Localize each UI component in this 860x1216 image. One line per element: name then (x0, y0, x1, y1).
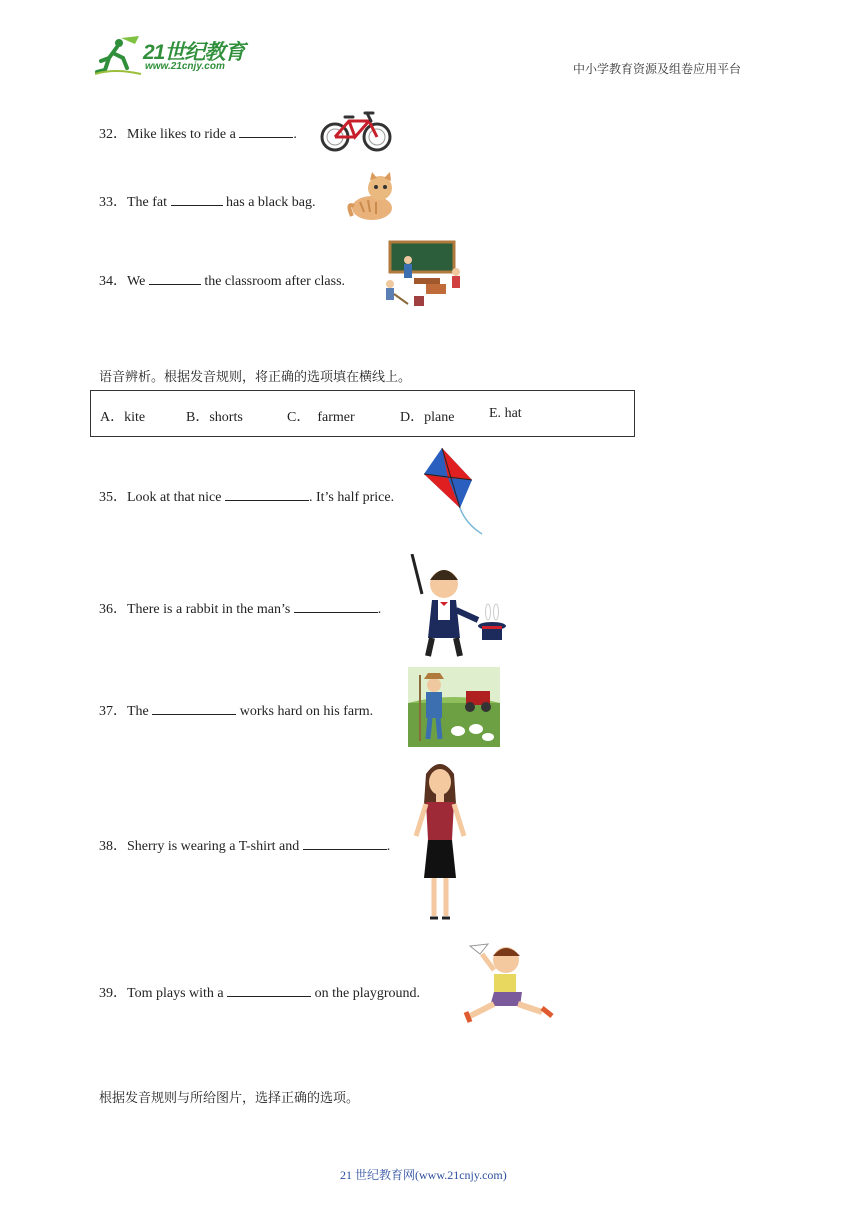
option-e: E. hat (489, 406, 522, 421)
question-text-end: the classroom after class. (204, 274, 346, 289)
classroom-cleaning-icon (378, 240, 468, 312)
answer-blank[interactable] (239, 125, 293, 138)
question-37 (99, 700, 373, 720)
question-33 (99, 191, 315, 211)
question-text: We (127, 274, 146, 289)
options-box (90, 390, 635, 437)
question-number: 33． (99, 195, 127, 210)
question-35 (99, 486, 394, 506)
question-text-end: has a black bag. (226, 195, 316, 210)
question-text: Look at that nice (127, 490, 222, 505)
answer-blank[interactable] (303, 837, 387, 850)
question-32 (99, 123, 297, 143)
question-text-end: . (386, 839, 391, 854)
platform-title: 中小学教育资源及组卷应用平台 (573, 62, 742, 76)
farmer-icon (408, 667, 500, 747)
page-footer: 21 世纪教育网(www.21cnjy.com) (340, 1168, 507, 1182)
question-text: Sherry is wearing a T-shirt and (127, 839, 300, 854)
kite-icon (422, 448, 488, 536)
question-number: 39． (99, 986, 127, 1001)
question-number: 35． (99, 490, 127, 505)
answer-blank[interactable] (149, 272, 201, 285)
question-text-end: on the playground. (314, 986, 420, 1001)
section-instruction-2: 根据发音规则与所给图片，选择正确的选项。 (99, 1091, 360, 1106)
running-man-icon (95, 34, 145, 76)
question-text-end: . It’s half price. (308, 490, 395, 505)
question-text: The fat (127, 195, 168, 210)
answer-blank[interactable] (225, 488, 309, 501)
option-d: D．plane (400, 410, 455, 425)
bicycle-icon (319, 107, 393, 153)
site-logo (95, 34, 260, 78)
answer-blank[interactable] (152, 702, 236, 715)
boy-plane-icon (460, 942, 556, 1028)
option-a: A．kite (100, 410, 146, 425)
question-number: 34． (99, 274, 127, 289)
logo-main-text: 21世纪教育 (143, 41, 245, 64)
answer-blank[interactable] (294, 600, 378, 613)
question-text-end: . (293, 127, 297, 142)
question-text: Tom plays with a (127, 986, 224, 1001)
question-number: 37． (99, 704, 127, 719)
question-number: 32． (99, 127, 127, 142)
answer-blank[interactable] (227, 984, 311, 997)
logo-url-text: www.21cnjy.com (145, 61, 225, 72)
question-number: 36． (99, 602, 127, 617)
question-39 (99, 982, 420, 1002)
section-instruction: 语音辨析。根据发音规则，将正确的选项填在横线上。 (99, 370, 412, 385)
question-text: There is a rabbit in the man’s (127, 602, 291, 617)
question-text-end: works hard on his farm. (239, 704, 374, 719)
answer-blank[interactable] (171, 193, 223, 206)
option-c: C． farmer (287, 410, 355, 425)
woman-skirt-icon (412, 760, 468, 922)
question-text: Mike likes to ride a (127, 127, 236, 142)
cat-icon (346, 172, 398, 222)
option-b: B．shorts (186, 410, 243, 425)
question-36 (99, 598, 381, 618)
question-number: 38． (99, 839, 127, 854)
magician-icon (408, 554, 506, 660)
question-34 (99, 270, 345, 290)
question-text-end: . (377, 602, 382, 617)
question-text: The (127, 704, 149, 719)
question-38 (99, 835, 390, 855)
